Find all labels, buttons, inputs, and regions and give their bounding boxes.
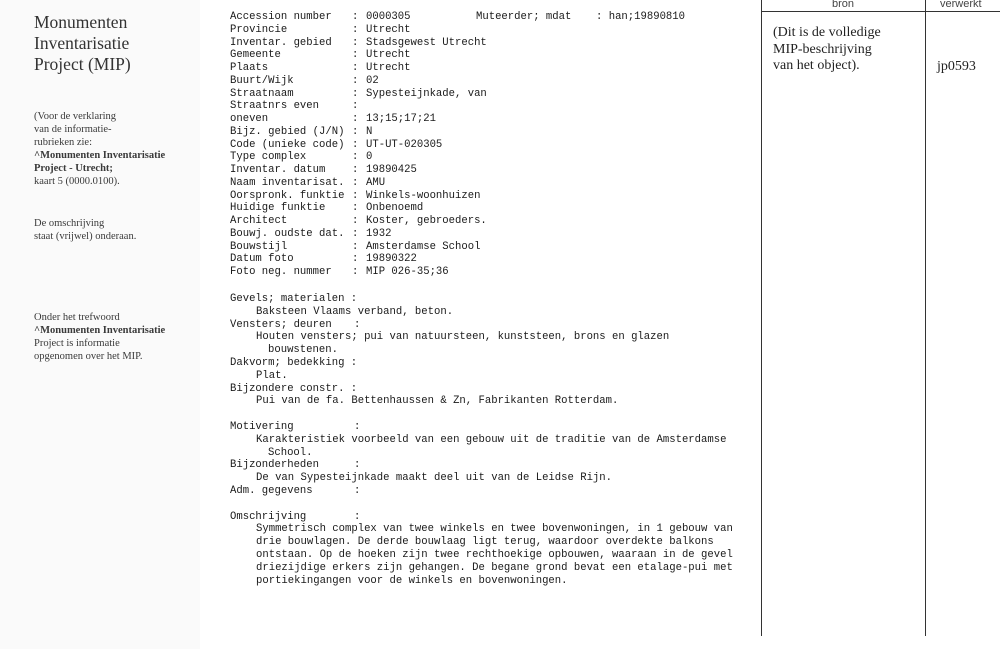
column-divider [925,0,926,636]
field-label: Accession number [230,11,332,23]
verwerkt-header: verwerkt [940,0,982,10]
bron-text: (Dit is de volledige MIP-beschrijving van het object). [773,25,881,73]
keyword-note: Onder het trefwoord ^Monumenten Inventarisatie Project is informatie opgenomen over het MIP. [34,312,166,362]
project-title: Monumenten Inventarisatie Project (MIP) [34,12,131,74]
field-value: 0000305 [366,11,411,23]
mutator-value: : han;19890810 [596,11,686,23]
verwerkt-text: jp0593 [937,59,976,74]
bron-header: bron [832,0,855,10]
description-sections [230,293,733,600]
header-rule [761,11,1000,12]
section-motivation: Motivering : Karakteristiek voorbeeld van een gebouw uit de traditie van de Amsterdamse School. Bijzonderheden : De van Sypesteijnkade maakt deel uit van de Leidse Rijn. Adm. gegevens : [230,420,727,497]
column-divider [761,0,762,636]
description-note: De omschrijving staat (vrijwel) onderaan. [34,218,137,242]
sidebar [0,0,200,649]
section-materials: Gevels; materialen : Baksteen Vlaams verband, beton. Vensters; deuren : Houten vensters; pui van natuursteen, kunststeen, brons en glazen bouwstenen. Dakvorm; bedekking : Plat. Bijzondere constr. : Pui van de fa. Bettenhaussen & Zn, Fabrikanten Rotterdam. [230,293,670,408]
section-description: Omschrijving : Symmetrisch complex van twee winkels en twee bovenwoningen, in 1 gebouw van drie bouwlagen. De derde bouwlaag ligt terug, waardoor overdekte balkons ontstaan. Op de hoeken zijn twee rechthoekige opbouwen, waaraan in de gevel driezijdige erkers zijn gehangen. De begane grond bevat een etalage-pui met portiekingangen voor de winkels en bovenwoningen. [230,510,733,587]
mutator-label: Muteerder; mdat [476,11,572,23]
info-note: (Voor de verklaring van de informatie- rubrieken zie: ^Monumenten Inventarisatie Project - Utrecht; kaart 5 (0000.0100). [34,111,166,187]
